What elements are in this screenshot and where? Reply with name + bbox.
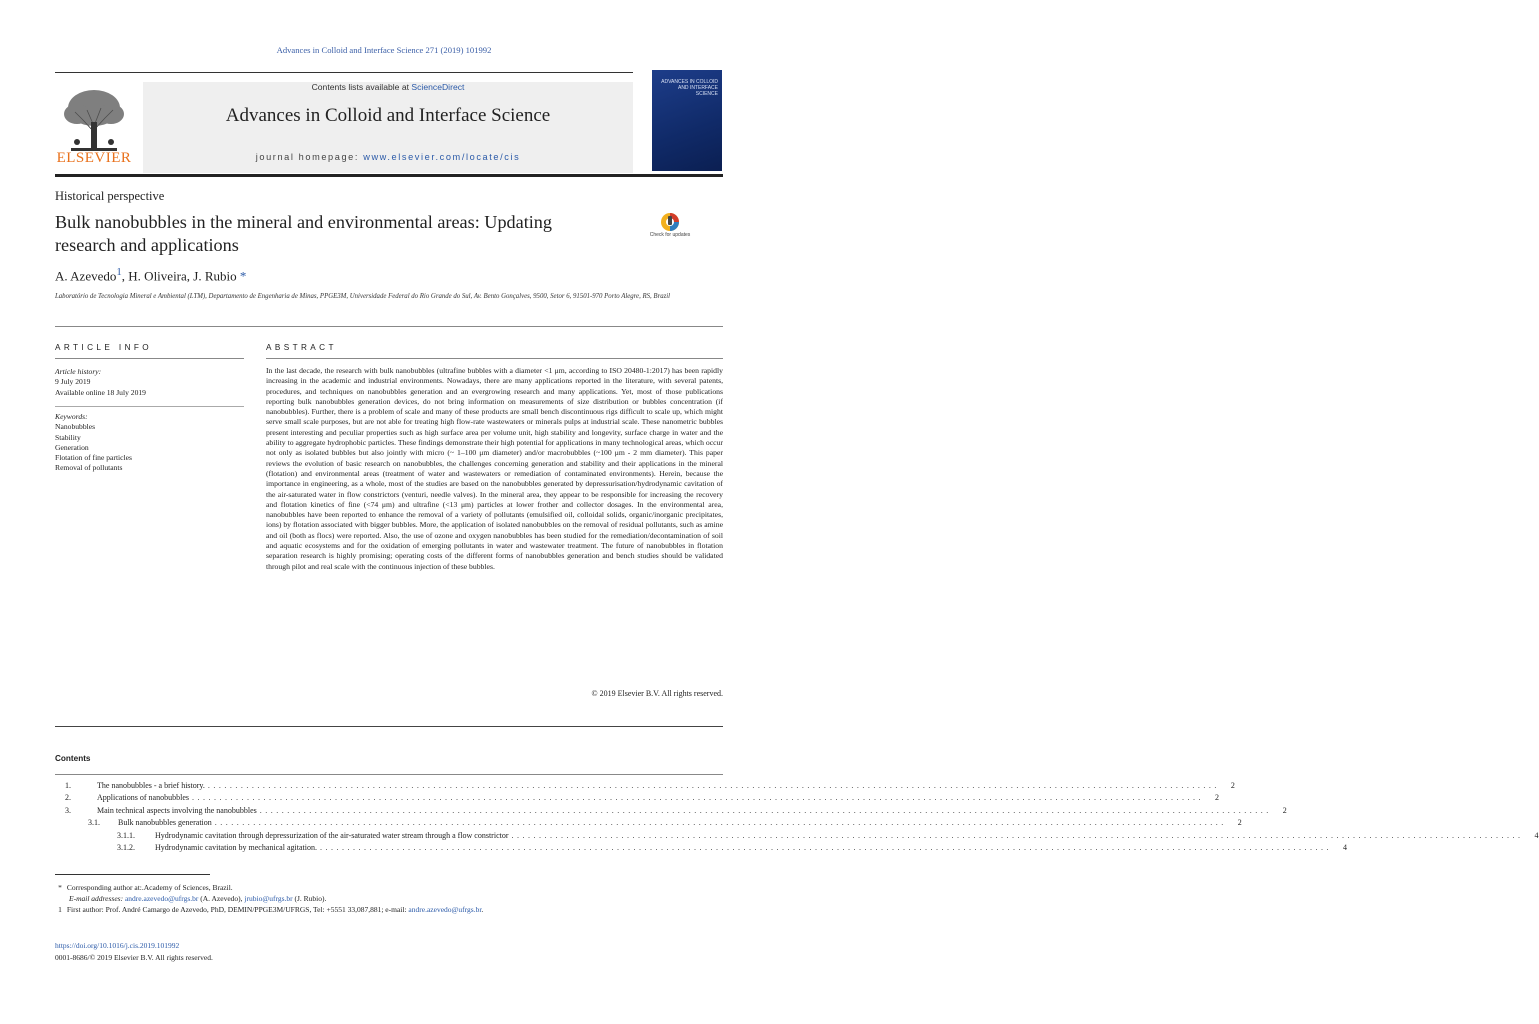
article-type: Historical perspective <box>55 189 165 203</box>
article-history <box>55 367 244 398</box>
author-list <box>55 266 246 284</box>
history-item: Available online 18 July 2019 <box>55 387 146 397</box>
toc-leader: ........................................................................................................................................................................................ <box>511 830 1524 840</box>
publisher-name: ELSEVIER <box>56 150 132 166</box>
contents-heading: Contents <box>55 754 91 763</box>
article-info-heading: ARTICLE INFO <box>55 343 153 352</box>
footnotes <box>55 882 723 915</box>
cover-title: ADVANCES IN COLLOID AND INTERFACE SCIENCE <box>661 79 718 97</box>
toc-leader: ........................................................................................................................................................................................ <box>319 842 1332 852</box>
author-separator: , <box>121 268 129 284</box>
article-info-divider <box>55 406 244 407</box>
footnote-corresponding <box>55 882 723 893</box>
footnote-rule <box>55 874 210 875</box>
footnote-text: First author: Prof. André Camargo de Azevedo, PhD, DEMIN/PPGE3M/UFRGS, Tel: +5551 33,087,881; e-mail: <box>66 905 409 914</box>
footnote-text: Corresponding author at:.Academy of Sciences, Brazil. <box>66 883 233 892</box>
footnote-mark: 1 <box>58 905 62 914</box>
homepage-link[interactable]: www.elsevier.com/locate/cis <box>363 152 521 162</box>
keyword: Stability <box>55 432 81 442</box>
toc-label[interactable]: The nanobubbles - a brief history. <box>97 781 205 790</box>
check-for-updates-label[interactable]: Check for updates <box>649 232 691 238</box>
journal-title: Advances in Colloid and Interface Science <box>225 105 551 126</box>
history-item: 9 July 2019 <box>55 377 91 387</box>
toc-page[interactable]: 2 <box>1214 793 1219 803</box>
toc-number: 2. <box>65 793 71 803</box>
toc-leader: ........................................................................................................................................................................................ <box>191 793 1204 803</box>
email-link-rubio[interactable]: jrubio@ufrgs.br <box>244 894 293 903</box>
keywords-block <box>55 412 244 474</box>
toc-number: 3.1.1. <box>117 830 135 840</box>
header-rule <box>55 72 633 73</box>
footnote-emails <box>55 893 723 904</box>
email-link-first-author[interactable]: andre.azevedo@ufrgs.br <box>408 905 482 914</box>
journal-homepage <box>143 152 633 162</box>
keyword: Flotation of fine particles <box>55 453 132 463</box>
keyword: Removal of pollutants <box>55 463 123 473</box>
abstract-body: In the last decade, the research with bulk nanobubbles (ultrafine bubbles with a diameter <1 μm, according to ISO 20480-1:2017) has been rapidly increasing in the academic and industrial environments. Nowadays, there are many applications reported in the literature, with several patents, procedures, and techniques on nanobubbles generation and an evergrowing research and many applications. Yet, most of those publications reporting bulk nanobubbles generation devices, do not bring information on measurements of size distribution or bubbles concentration (if nanobubbles). Further, there is a problem of scale and many of these products are small bench discontinuous rigs difficult to scale up, which might serve small scale purposes, but are not able for treating high flow-rate wastewaters or minerals pulps at industrial scale. These nanometric bubbles present interesting and peculiar properties such as high surface area per volume unit, high stability and longevity, surface charge in water and the ability to aggregate hydrophobic particles. These findings demonstrate their high potential for applications in many technological areas, which occur not only as isolated bubbles but also jointly with micro (~ 1–100 μm diameter) and/or macrobubbles (~100 μm - 2 mm diameter). This paper reviews the evolution of basic research on nanobubbles, the challenges concerning generation and stability and their applications in the mineral (flotation) and environmental areas (treatment of water and wastewaters or remediation of contaminated environments). Herein, because the importance in engineering, as a whole, most of the studies are based on the nanobubbles generated by depressurisation/hydrodynamic cavitation of the air-saturated water in flow constrictors (venturi, needle valves). In the mineral area, they appear to be responsible for increasing the recovery and flotation kinetics of fine (<74 μm) and ultrafine (<13 μm) particles at lower frother and collector dosages. In the environmental area, nanobubbles have been reported to enhance the removal of a variety of pollutants (emulsified oil, colloidal solids, organic/inorganic precipitates, ions) by flotation associated with bigger bubbles. More, the application of isolated nanobubbles on the removal of residual pollutants, such as amine and oil (both as flocs) were reported. Also, the use of ozone and oxygen nanobubbles has been studied for the remediation/decontamination of soil and aquatic ecosystems and for the oxidation of emerging pollutants in water and wastewater treatment. The future of nanobubbles in flotation separation research is highly promising; operating costs of the different forms of nanobubbles generation and bench studies should be validated through pilot and real scale with the continuous injection of these bubbles. <box>266 366 723 571</box>
contents-prefix: Contents lists available at <box>311 82 412 92</box>
journal-citation[interactable]: Advances in Colloid and Interface Science 271 (2019) 101992 <box>276 45 492 55</box>
article-info-rule <box>55 358 244 359</box>
toc-leader: ........................................................................................................................................................................................ <box>214 818 1227 828</box>
doi-link[interactable]: https://doi.org/10.1016/j.cis.2019.101992 <box>55 941 180 950</box>
toc-leader: ........................................................................................................................................................................................ <box>207 781 1220 790</box>
toc-leader: ........................................................................................................................................................................................ <box>259 805 1272 815</box>
abstract-copyright: © 2019 Elsevier B.V. All rights reserved. <box>591 689 723 698</box>
contents-available-line <box>143 82 633 92</box>
toc-page[interactable]: 2 <box>1282 805 1287 815</box>
email-label: E-mail addresses: <box>69 894 124 903</box>
article-title: Bulk nanobubbles in the mineral and environmental areas: Updating research and applications <box>55 212 552 255</box>
toc-page[interactable]: 4 <box>1534 830 1539 840</box>
email-owner: (J. Rubio). <box>292 894 327 903</box>
toc-entry[interactable] <box>55 830 1539 842</box>
keyword: Generation <box>55 442 89 452</box>
corresponding-author-mark[interactable]: * <box>239 268 247 284</box>
toc-label[interactable]: Bulk nanobubbles generation <box>118 818 212 828</box>
keyword: Nanobubbles <box>55 422 96 432</box>
toc-label[interactable]: Hydrodynamic cavitation by mechanical agitation. <box>155 842 317 852</box>
contents-rule <box>55 774 723 775</box>
toc-number: 3.1. <box>88 818 100 828</box>
abstract-heading: ABSTRACT <box>266 343 337 352</box>
keywords-label: Keywords: <box>55 412 88 421</box>
author-separator: , <box>186 268 194 284</box>
author-name[interactable]: J. Rubio <box>193 268 237 284</box>
toc-page[interactable]: 2 <box>1237 818 1242 828</box>
toc-label[interactable]: Applications of nanobubbles <box>97 793 189 803</box>
footnote-end: . <box>481 905 484 914</box>
header-thick-rule <box>55 174 723 177</box>
author-name[interactable]: A. Azevedo <box>55 268 117 284</box>
abstract-end-rule <box>55 726 723 727</box>
email-link-azevedo[interactable]: andre.azevedo@ufrgs.br <box>124 894 199 903</box>
toc-page[interactable]: 4 <box>1342 842 1347 852</box>
homepage-prefix: journal homepage: <box>255 152 364 162</box>
footnote-first-author <box>55 904 723 915</box>
toc-number: 1. <box>65 781 71 790</box>
check-for-updates-icon[interactable] <box>652 209 688 245</box>
abstract-rule <box>266 358 723 359</box>
toc-entry[interactable] <box>55 792 1219 804</box>
toc-label[interactable]: Main technical aspects involving the nanobubbles <box>97 805 257 815</box>
email-owner: (A. Azevedo), <box>198 894 245 903</box>
author-affiliation: Laboratório de Tecnologia Mineral e Ambiental (LTM), Departamento de Engenharia de Minas, PPGE3M, Universidade Federal do Rio Grande do Sul, Av. Bento Gonçalves, 9500, Setor 6, 91501-970 Porto Alegre, RS, Brazil <box>55 293 671 300</box>
page-footer <box>55 940 213 964</box>
journal-cover-image[interactable] <box>652 70 722 171</box>
toc-number: 3.1.2. <box>117 842 135 852</box>
toc-entry[interactable] <box>55 805 1287 817</box>
affiliation-rule <box>55 326 723 327</box>
toc-entry[interactable] <box>55 817 1242 829</box>
author-footnote-mark[interactable]: 1 <box>116 266 122 278</box>
sciencedirect-link[interactable]: ScienceDirect <box>411 82 465 92</box>
footnote-mark: * <box>58 883 62 892</box>
toc-entry[interactable] <box>55 780 1235 792</box>
toc-label[interactable]: Hydrodynamic cavitation through depressurization of the air-saturated water stream through a flow constrictor <box>155 830 509 840</box>
issn-copyright: 0001-8686/© 2019 Elsevier B.V. All rights reserved. <box>55 953 213 962</box>
toc-page[interactable]: 2 <box>1230 781 1235 790</box>
table-of-contents <box>55 780 1539 854</box>
toc-number: 3. <box>65 805 71 815</box>
author-name[interactable]: H. Oliveira <box>128 268 187 284</box>
toc-entry[interactable] <box>55 842 1347 854</box>
history-label: Article history: <box>55 367 102 376</box>
